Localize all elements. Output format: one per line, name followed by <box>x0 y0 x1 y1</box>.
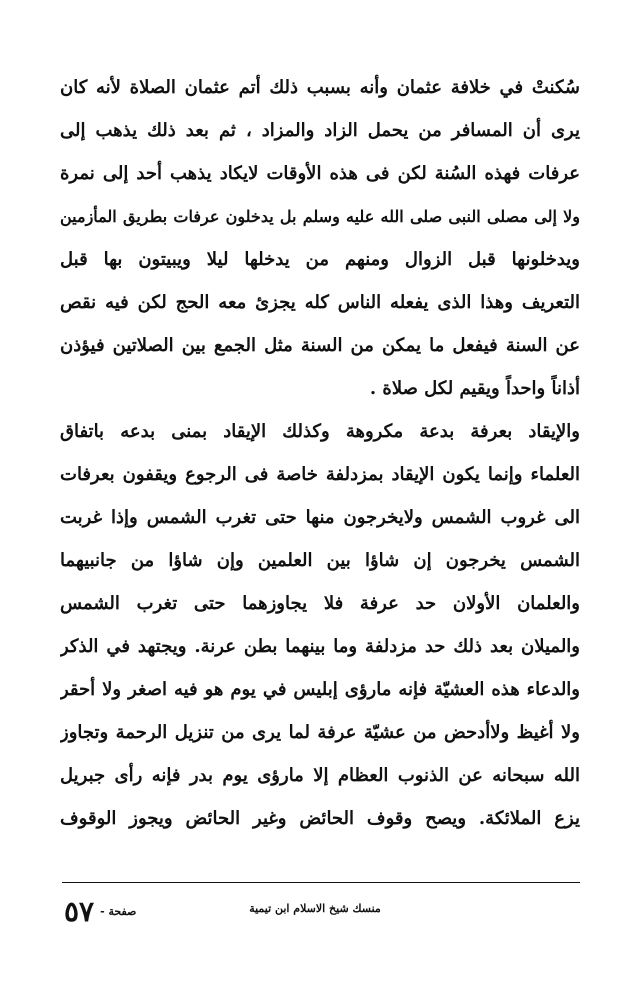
page-number-block <box>64 892 174 932</box>
text-line: عرفات فهذه السُنة لكن فى هذه الأوقات لايكاد يذهب أحد إلى نمرة <box>60 163 580 184</box>
text-line: عن السنة فيفعل ما يمكن من السنة مثل الجمع بين الصلاتين فيؤذن <box>60 335 580 356</box>
body-text <box>60 66 580 840</box>
text-line: الله سبحانه عن الذنوب العظام إلا مارؤى يوم بدر فإنه رأى جبريل <box>60 765 580 786</box>
text-line: سُكنتْ في خلافة عثمان وأنه بسبب ذلك أتم عثمان الصلاة لأنه كان <box>60 77 580 98</box>
text-line: ولا أغيظ ولاأدحض من عشيّة عرفة لما يرى من تنزيل الرحمة وتجاوز <box>60 722 580 743</box>
text-line: يرى أن المسافر من يحمل الزاد والمزاد ، ثم بعد ذلك يذهب إلى <box>60 120 580 141</box>
text-line: الشمس يخرجون إن شاؤا بين العلمين وإن شاؤا من جانبيهما <box>60 550 580 571</box>
text-line: العلماء وإنما يكون الإيقاد بمزدلفة خاصة فى الرجوع ويقفون بعرفات <box>60 464 580 485</box>
text-line: ولا إلى مصلى النبى صلى الله عليه وسلم بل يدخلون عرفات بطريق المأزمين <box>60 207 580 226</box>
text-line: يزع الملائكة. ويصح وقوف الحائض وغير الحائض ويجوز الوقوف <box>60 808 580 829</box>
text-line: التعريف وهذا الذى يفعله الناس كله يجزئ معه الحج لكن فيه نقص <box>60 292 580 313</box>
text-line: والإيقاد بعرفة بدعة مكروهة وكذلك الإيقاد بمنى بدعه باتفاق <box>60 421 580 442</box>
paragraph-end-line: أذاناً واحداً ويقيم لكل صلاة . <box>369 378 580 399</box>
page-number: ٥٧ <box>64 895 95 928</box>
text-line: ويدخلونها قبل الزوال ومنهم من يدخلها ليلا ويبيتون بها قبل <box>60 249 580 270</box>
text-line: والميلان بعد ذلك حد مزدلفة وما بينهما بطن عرنة. ويجتهد في الذكر <box>60 636 580 657</box>
running-footer-title: منسك شيخ الاسلام ابن تيمية <box>249 902 381 915</box>
footer-divider <box>62 882 580 883</box>
page-label: صفحة - <box>100 905 137 918</box>
text-line: والدعاء هذه العشيّة فإنه مارؤى إبليس في يوم هو فيه اصغر ولا أحقر <box>60 679 580 700</box>
text-line: والعلمان الأولان حد عرفة فلا يجاوزهما حتى تغرب الشمس <box>60 593 580 614</box>
text-line: الى غروب الشمس ولايخرجون منها حتى تغرب الشمس وإذا غربت <box>60 507 580 528</box>
